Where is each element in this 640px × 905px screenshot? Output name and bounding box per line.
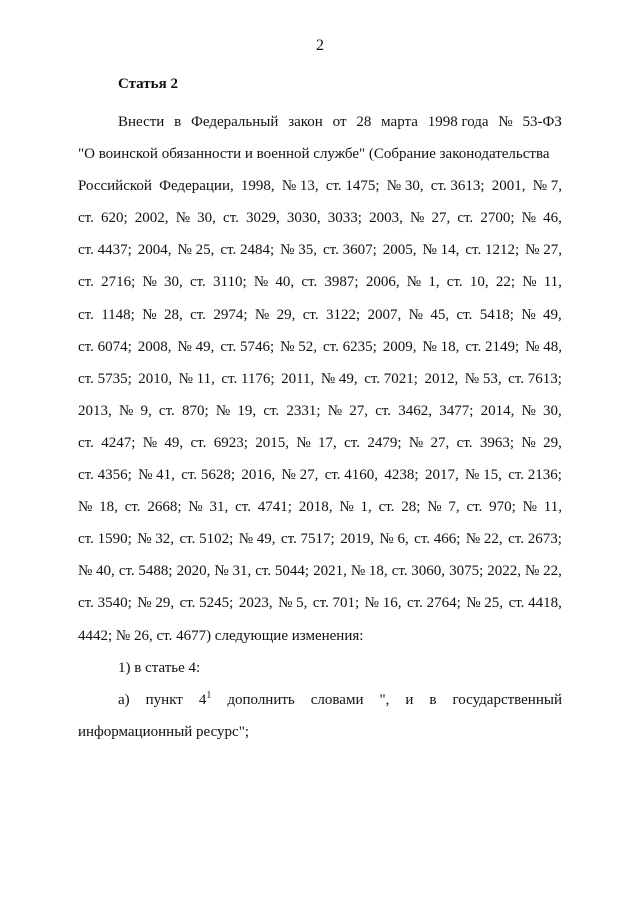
paragraph-word: 2016, <box>241 467 276 484</box>
paragraph-word: ст. <box>235 499 251 516</box>
paragraph-word: 10, <box>469 274 489 291</box>
page-number: 2 <box>316 37 324 54</box>
paragraph-word: ст. 701; <box>312 595 360 612</box>
paragraph-line <box>78 459 562 491</box>
item-a-superscript: 1 <box>206 689 212 701</box>
paragraph-word: № 27, <box>281 467 319 484</box>
paragraph-word: 4741; <box>257 499 292 516</box>
paragraph-word: ст. 5628; <box>181 467 236 484</box>
paragraph-word: ст. 4418, <box>508 595 562 612</box>
paragraph-word: 9, <box>140 402 152 419</box>
paragraph-line <box>78 266 562 298</box>
item-a-word: государственный <box>452 691 562 708</box>
paragraph-word: № 52, <box>280 338 317 355</box>
paragraph-word: ст. 3060, <box>391 563 446 580</box>
paragraph-word: № <box>522 274 537 291</box>
paragraph-word: № 5, <box>278 595 308 612</box>
paragraph-word: 49, <box>164 434 184 451</box>
paragraph-word: ст. 5746; <box>220 338 275 355</box>
paragraph-word: 28; <box>401 499 421 516</box>
item-a-line-2 <box>78 716 562 748</box>
paragraph-word: ст. 466; <box>414 531 461 548</box>
item-1-text: 1) в статье 4: <box>118 659 201 676</box>
paragraph-word: ст. 1590; <box>78 531 132 548</box>
paragraph-word: № 29, <box>137 595 175 612</box>
paragraph-word: 2021, <box>313 563 347 580</box>
paragraph-word: 2716; <box>101 274 136 291</box>
item-a-word: а) <box>118 691 130 708</box>
paragraph-word: ст. 2484; <box>220 242 275 259</box>
paragraph-word: ст. 3607; <box>322 242 377 259</box>
paragraph-line <box>78 234 562 266</box>
paragraph-word: № 35, <box>280 242 317 259</box>
paragraph-word: 2020, <box>176 563 211 580</box>
paragraph-word: № <box>78 499 93 516</box>
paragraph-word: ст. <box>263 402 280 419</box>
paragraph-word: № 27, <box>525 242 562 259</box>
paragraph-word: ст. 5245; <box>179 595 234 612</box>
paragraph-word: 2331; <box>286 402 321 419</box>
item-a-point-number: $4^1$ <box>198 689 212 708</box>
paragraph-word: № 22, <box>525 563 562 580</box>
paragraph-word: 2002, <box>134 210 169 227</box>
paragraph-word: № 25, <box>466 595 504 612</box>
paragraph-word: № 49, <box>177 338 215 355</box>
paragraph-word: ст. 5735; <box>78 370 132 387</box>
paragraph-word: ст. <box>301 274 318 291</box>
paragraph-word: 3075; <box>449 563 484 580</box>
paragraph-word: № <box>296 434 311 451</box>
item-a-continuation: информационный ресурс"; <box>78 723 249 740</box>
paragraph-word: 3462, <box>398 402 432 419</box>
paragraph-word: от <box>332 114 347 130</box>
paragraph-word: 7, <box>448 499 460 516</box>
paragraph-word: № <box>521 306 536 323</box>
paragraph-word: Внести <box>118 114 165 130</box>
paragraph-word: ст. <box>158 402 175 419</box>
paragraph-word: 28 <box>356 114 372 130</box>
paragraph-word: 2022, <box>487 563 522 580</box>
paragraph-word: 46, <box>543 210 562 227</box>
paragraph-word: 19, <box>237 402 257 419</box>
paragraph-word: 4238; <box>384 467 419 484</box>
paragraph-word: 28, <box>163 306 183 323</box>
paragraph-word: № 22, <box>465 531 503 548</box>
paragraph-word: ст. 1475; <box>325 178 380 195</box>
paragraph-word: 2974; <box>213 306 248 323</box>
item-a-word: словами <box>310 691 364 708</box>
paragraph-word: № <box>215 402 231 419</box>
paragraph-word: 3122; <box>325 306 361 323</box>
paragraph-word: № 15, <box>465 467 502 484</box>
paragraph-line <box>78 202 562 234</box>
paragraph-word: № 18, <box>350 563 388 580</box>
paragraph-word: № <box>327 402 343 419</box>
article-body <box>78 106 562 748</box>
paragraph-word: ст. <box>457 210 474 227</box>
paragraph-word: 2003, <box>369 210 403 227</box>
item-a-line-1 <box>78 684 562 716</box>
paragraph-word: 2006, <box>365 274 400 291</box>
paragraph-word: 27, <box>430 434 450 451</box>
paragraph-word: марта <box>381 114 418 130</box>
paragraph-word: 1148; <box>101 306 135 323</box>
paragraph-word: № <box>142 434 158 451</box>
paragraph-word: № 11, <box>178 370 215 387</box>
paragraph-word: ст. <box>124 499 141 516</box>
paragraph-word: 870; <box>181 402 209 419</box>
paragraph-word: № 30, <box>386 178 424 195</box>
paragraph-word: 2018, <box>298 499 333 516</box>
item-a-word: в <box>429 691 437 708</box>
paragraph-line <box>78 491 562 523</box>
item-a-word: ", <box>379 691 390 708</box>
paragraph-word: № <box>339 499 354 516</box>
paragraph-word: ст. 5488; <box>118 563 173 580</box>
paragraph-word: ст. <box>456 306 473 323</box>
paragraph-word: № <box>408 306 423 323</box>
paragraph-word: 3029, <box>246 210 280 227</box>
paragraph-word: ст. <box>190 306 206 323</box>
paragraph-word: 2001, <box>491 178 526 195</box>
paragraph-word: ст. 4356; <box>78 467 132 484</box>
paragraph-word: ст. 6235; <box>322 338 377 355</box>
paragraph-word: ст. 2764; <box>406 595 461 612</box>
paragraph-word: № 40, <box>78 563 115 580</box>
paragraph-word: 1998 года <box>427 114 489 130</box>
paragraph-word: ст. <box>78 274 94 291</box>
paragraph-word: ст. <box>446 274 463 291</box>
paragraph-word: ст. 4437; <box>78 242 132 259</box>
paragraph-word: 970; <box>489 499 516 516</box>
paragraph-word: 620; <box>100 210 128 227</box>
paragraph-word: 2019, <box>340 531 374 548</box>
paragraph-word: ст. <box>78 434 94 451</box>
paragraph-word: 17, <box>318 434 337 451</box>
paragraph-word: в <box>174 114 182 130</box>
paragraph-word: № 32, <box>137 531 175 548</box>
paragraph-word: № 13, <box>281 178 319 195</box>
paragraph-line <box>78 331 562 363</box>
paragraph-word: ст. <box>302 306 319 323</box>
paragraph-word: 4442; № 26, ст. 4677) следующие изменения: <box>78 627 364 644</box>
paragraph-line <box>78 523 562 555</box>
paragraph-line <box>78 299 562 331</box>
paragraph-word: Российской <box>78 178 152 195</box>
paragraph-word: Федерации, <box>159 178 234 195</box>
paragraph-word: 3987; <box>324 274 359 291</box>
item-a-word: дополнить <box>227 691 295 708</box>
paragraph-line <box>78 106 562 138</box>
paragraph-word: 40, <box>275 274 295 291</box>
paragraph-word: № 16, <box>364 595 402 612</box>
paragraph-word: 1, <box>428 274 440 291</box>
paragraph-word: № <box>521 210 536 227</box>
paragraph-word: ст. 5102; <box>179 531 234 548</box>
paragraph-word: ст. 1176; <box>221 370 275 387</box>
paragraph-line <box>78 587 562 619</box>
paragraph-line <box>78 170 562 202</box>
paragraph-word: 30, <box>163 274 183 291</box>
paragraph-word: ст. <box>466 499 483 516</box>
paragraph-line <box>78 395 562 427</box>
paragraph-word: 6923; <box>213 434 248 451</box>
main-paragraph <box>78 106 562 652</box>
paragraph-word: 2013, <box>78 402 112 419</box>
paragraph-word: ст. 2149; <box>465 338 520 355</box>
paragraph-word: ст. <box>190 434 207 451</box>
paragraph-word: 30, <box>543 402 562 419</box>
paragraph-word: 45, <box>430 306 450 323</box>
paragraph-word: № <box>521 402 536 419</box>
paragraph-word: № <box>521 434 536 451</box>
paragraph-word: 30, <box>197 210 216 227</box>
paragraph-word: 31, <box>209 499 229 516</box>
item-a-word: и <box>405 691 414 708</box>
paragraph-word: 2007, <box>367 306 402 323</box>
paragraph-word: № <box>522 499 537 516</box>
paragraph-word: ст. 2673; <box>508 531 562 548</box>
paragraph-word: ст. <box>223 210 239 227</box>
paragraph-word: 2012, <box>424 370 459 387</box>
paragraph-word: ст. 6074; <box>78 338 132 355</box>
paragraph-word: № 53, <box>464 370 502 387</box>
paragraph-word: закон <box>288 114 323 130</box>
paragraph-word: ст. 7021; <box>364 370 418 387</box>
paragraph-line <box>78 620 562 652</box>
paragraph-word: № 18, <box>422 338 460 355</box>
paragraph-word: № 41, <box>138 467 175 484</box>
paragraph-word: 11, <box>543 274 562 291</box>
paragraph-word: 2005, <box>382 242 417 259</box>
paragraph-word: № <box>118 402 134 419</box>
paragraph-word: 3030, <box>286 210 321 227</box>
paragraph-word: 2014, <box>480 402 515 419</box>
paragraph-word: ст. 7613; <box>508 370 562 387</box>
paragraph-word: ст. <box>378 499 395 516</box>
paragraph-word: 3963; <box>479 434 515 451</box>
paragraph-word: № <box>175 210 190 227</box>
paragraph-word: 3477; <box>439 402 474 419</box>
paragraph-word: 3033; <box>327 210 362 227</box>
paragraph-word: ст. 5044; <box>255 563 310 580</box>
paragraph-word: Федеральный <box>191 114 279 130</box>
paragraph-word: ст. <box>78 210 94 227</box>
paragraph-line <box>78 427 562 459</box>
paragraph-word: ст. 4160, <box>324 467 379 484</box>
paragraph-word: 27, <box>431 210 451 227</box>
paragraph-word: 2479; <box>367 434 402 451</box>
item-1-line <box>78 652 562 684</box>
paragraph-word: № <box>253 274 269 291</box>
paragraph-word: 2668; <box>147 499 182 516</box>
paragraph-line <box>78 363 562 395</box>
paragraph-word: ст. 7517; <box>280 531 335 548</box>
paragraph-word: № <box>427 499 442 516</box>
paragraph-word: 49, <box>543 306 562 323</box>
paragraph-word: 4247; <box>101 434 136 451</box>
paragraph-word: 2009, <box>382 338 417 355</box>
paragraph-word: 2015, <box>255 434 289 451</box>
paragraph-word: № 25, <box>177 242 215 259</box>
paragraph-word: № <box>254 306 270 323</box>
paragraph-word: ст. <box>456 434 473 451</box>
paragraph-word: № <box>498 114 513 130</box>
paragraph-word: 29, <box>543 434 562 451</box>
paragraph-word: № <box>188 499 203 516</box>
paragraph-word: 27, <box>349 402 368 419</box>
paragraph-word: ст. 1212; <box>465 242 520 259</box>
paragraph-word: № 14, <box>422 242 460 259</box>
paragraph-word: 2017, <box>424 467 459 484</box>
paragraph-word: 2008, <box>137 338 172 355</box>
paragraph-line <box>78 555 562 587</box>
paragraph-word: ст. <box>344 434 360 451</box>
paragraph-word: № <box>142 306 157 323</box>
paragraph-word: № <box>410 210 425 227</box>
paragraph-word: 2011, <box>281 370 315 387</box>
paragraph-word: ст. <box>189 274 206 291</box>
paragraph-word: 22; <box>495 274 515 291</box>
paragraph-word: № 6, <box>379 531 409 548</box>
paragraph-word: "О воинской обязанности и военной службе" (Собрание законодательства <box>78 146 550 163</box>
paragraph-word: ст. 3540; <box>78 595 132 612</box>
paragraph-word: № <box>406 274 422 291</box>
paragraph-word: ст. 3613; <box>430 178 485 195</box>
paragraph-word: 3110; <box>213 274 247 291</box>
paragraph-word: 2010, <box>138 370 173 387</box>
paragraph-word: 29, <box>276 306 296 323</box>
paragraph-word: № 48, <box>525 338 562 355</box>
paragraph-word: 2004, <box>137 242 172 259</box>
paragraph-word: ст. 2136; <box>508 467 562 484</box>
paragraph-line <box>78 138 562 170</box>
item-a-word: пункт <box>145 691 183 708</box>
paragraph-word: № <box>142 274 157 291</box>
paragraph-word: ст. <box>78 306 94 323</box>
paragraph-word: № 7, <box>532 178 562 195</box>
paragraph-word: № 49, <box>320 370 358 387</box>
paragraph-word: 1998, <box>240 178 275 195</box>
paragraph-word: № 31, <box>214 563 252 580</box>
paragraph-word: № 49, <box>238 531 276 548</box>
paragraph-word: 2023, <box>238 595 273 612</box>
paragraph-word: 2700; <box>480 210 515 227</box>
paragraph-word: ст. <box>375 402 392 419</box>
paragraph-word: 11, <box>543 499 562 516</box>
paragraph-word: 53-ФЗ <box>522 114 562 130</box>
paragraph-word: 5418; <box>479 306 514 323</box>
paragraph-word: 1, <box>360 499 372 516</box>
paragraph-word: 18, <box>99 499 118 516</box>
article-title: Статья 2 <box>118 76 178 92</box>
paragraph-word: № <box>408 434 424 451</box>
